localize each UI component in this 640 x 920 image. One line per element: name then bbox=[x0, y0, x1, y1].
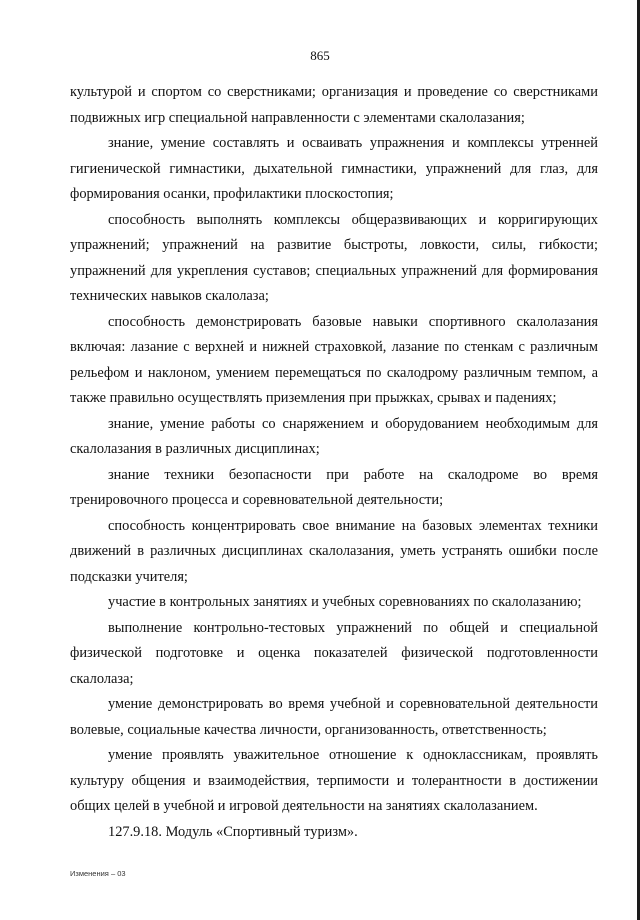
paragraph: способность демонстрировать базовые навыки спортивного скалолазания включая: лазание с верхней и нижней страховкой, лазание по стенкам с различным рельефом и наклоном, умением перемещаться по скалодрому различным темпом, а также правильно осуществлять приземления при прыжках, срывах и падениях; bbox=[70, 313, 598, 406]
paragraph: знание, умение работы со снаряжением и оборудованием необходимым для скалолазания в различных дисциплинах; bbox=[70, 415, 598, 457]
paragraph: умение демонстрировать во время учебной и соревновательной деятельности волевые, социальные качества личности, организованность, ответственность; bbox=[70, 696, 598, 738]
paragraph: умение проявлять уважительное отношение к одноклассникам, проявлять культуру общения и взаимодействия, терпимости и толерантности в достижении общих целей в учебной и игровой деятельности на занятиях скалолазанием. bbox=[70, 747, 598, 814]
page-number: 865 bbox=[310, 48, 330, 63]
footer-note: Изменения – 03 bbox=[70, 869, 126, 878]
body-text bbox=[70, 80, 598, 845]
paragraph: знание техники безопасности при работе на скалодроме во время тренировочного процесса и соревновательной деятельности; bbox=[70, 466, 598, 508]
paragraph: выполнение контрольно-тестовых упражнений по общей и специальной физической подготовке и оценка показателей физической подготовленности скалолаза; bbox=[70, 619, 598, 687]
paragraph: знание, умение составлять и осваивать упражнения и комплексы утренней гигиенической гимнастики, дыхательной гимнастики, упражнений для глаз, для формирования осанки, профилактики плоскостопия; bbox=[70, 135, 598, 202]
paragraph: культурой и спортом со сверстниками; организация и проведение со сверстниками подвижных игр специальной направленности с элементами скалолазания; bbox=[70, 84, 598, 126]
paragraph: способность выполнять комплексы общеразвивающих и корригирующих упражнений; упражнений на развитие быстроты, ловкости, силы, гибкости; упражнений для укрепления суставов; специальных упражнений для формирования технических навыков скалолаза; bbox=[70, 211, 598, 304]
paragraph: участие в контрольных занятиях и учебных соревнованиях по скалолазанию; bbox=[108, 594, 582, 610]
section-heading: 127.9.18. Модуль «Спортивный туризм». bbox=[108, 823, 358, 840]
paragraph: способность концентрировать свое внимание на базовых элементах техники движений в различных дисциплинах скалолазания, уметь устранять ошибки после подсказки учителя; bbox=[70, 517, 598, 585]
